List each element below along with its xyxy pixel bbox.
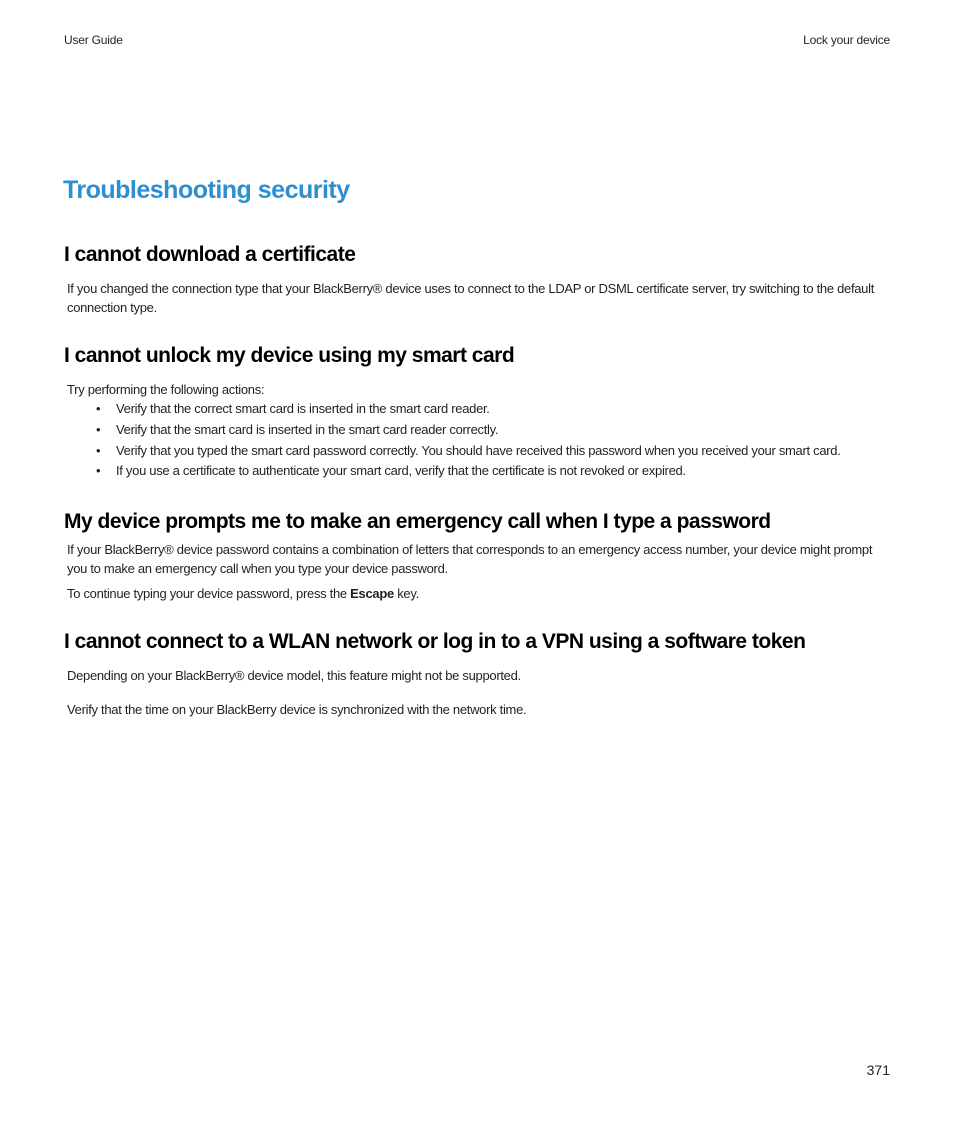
bullet-list [67,400,841,483]
section-intro: Try performing the following actions: [67,382,265,397]
list-item-text: Verify that you typed the smart card password correctly. You should have received this password when you received your smart card. [116,442,841,458]
list-item-text: If you use a certificate to authenticate your smart card, verify that the certificate is not revoked or expired. [116,463,686,479]
section-paragraph: If your BlackBerry® device password contains a combination of letters that corresponds to an emergency access number, your device might prompt you to make an emergency call when you type your device password. [67,542,873,576]
page-number: 371 [866,1062,890,1078]
paragraph-text: To continue typing your device password, press the [67,586,351,601]
section-paragraph: If you changed the connection type that your BlackBerry® device uses to connect to the LDAP or DSML certificate server, try switching to the default connection type. [67,281,875,315]
header-left: User Guide [64,33,123,47]
section-paragraph-escape [67,584,892,603]
section-paragraph: Verify that the time on your BlackBerry device is synchronized with the network time. [67,702,527,717]
list-item-text: Verify that the smart card is inserted in the smart card reader correctly. [116,421,499,437]
section-heading-download-certificate: I cannot download a certificate [64,243,356,266]
section-paragraph: Depending on your BlackBerry® device model, this feature might not be supported. [67,668,521,683]
bullet-icon: • [96,463,101,479]
bullet-icon: • [96,442,101,458]
list-item [67,442,841,463]
header-right: Lock your device [803,33,890,47]
section-heading-emergency-call: My device prompts me to make an emergency call when I type a password [64,510,771,533]
page-title: Troubleshooting security [63,176,350,204]
list-item [67,400,841,421]
bullet-icon: • [96,401,101,416]
escape-key-label: Escape [350,586,394,601]
paragraph-text: key. [393,586,419,601]
list-item [67,421,841,442]
list-item-text: Verify that the correct smart card is inserted in the smart card reader. [116,401,490,416]
bullet-icon: • [96,421,101,437]
list-item [67,462,841,483]
section-heading-unlock-smart-card: I cannot unlock my device using my smart card [64,344,515,367]
section-heading-wlan-vpn: I cannot connect to a WLAN network or log in to a VPN using a software token [64,630,806,653]
